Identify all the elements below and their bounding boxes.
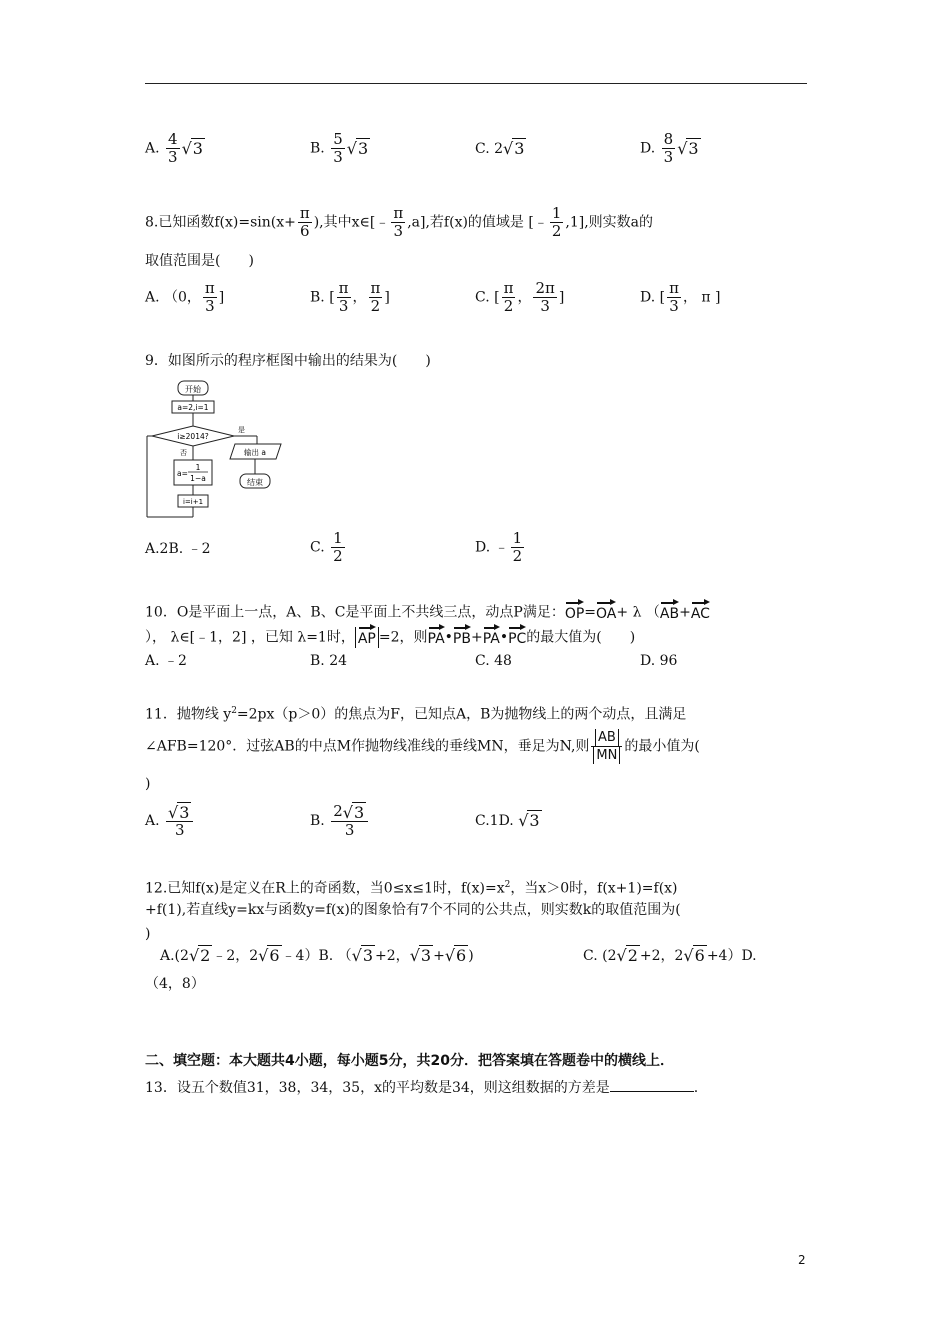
- q8-option-a: A. （0， $\frac{\pi}{3}$ ]: [145, 279, 225, 315]
- q8-option-c: C. [ $\frac{\pi}{2}$ ， $\frac{2\pi}{3}$ ]: [475, 279, 565, 315]
- q11-option-b: B. $\frac{2√3}{3}$: [310, 803, 370, 839]
- section-2-heading: 二、填空题：本大题共4小题，每小题5分，共20分．把答案填在答题卷中的横线上．: [145, 1053, 674, 1069]
- q9-option-c: C. $\frac{1}{2}$: [310, 529, 343, 565]
- flow-assign-num: 1: [195, 463, 201, 472]
- q7-option-b: B. $\frac{5}{3}$ √3: [310, 130, 369, 166]
- q8-option-b: B. [ $\frac{\pi}{3}$ ， $\frac{\pi}{2}$ ]: [310, 279, 390, 315]
- q12-stem-line3: ): [145, 926, 151, 942]
- q10-option-d: D. 96: [640, 653, 678, 669]
- q11-option-cd: C.1D. √3: [475, 811, 540, 830]
- q10-option-b: B. 24: [310, 653, 348, 669]
- q10-option-a: A. ﹣2: [145, 653, 187, 669]
- q13-stem: 13．设五个数值31，38，34，35，x的平均数是34，则这组数据的方差是 .: [145, 1077, 698, 1097]
- q10-stem: 10．O是平面上一点，A、B、C是平面上不共线三点，动点P满足：OP=OA+ λ （AB+AC: [145, 602, 710, 623]
- flow-increment-label: i=i+1: [182, 498, 204, 506]
- q11-stem: 11．抛物线 $y^2=2px(p>0)$的焦点为F，已知点A，B为抛物线上的两个动点，且满足: [145, 706, 687, 723]
- q12-option-d-value: （4，8）: [145, 976, 205, 992]
- q11-stem-line2: ∠AFB=120°．过弦AB的中点M作抛物线准线的垂线MN，垂足为N,则 $\frac{AB}{MN}$ 的最小值为(: [145, 730, 700, 763]
- flow-assign-lhs: a=: [177, 469, 188, 478]
- q13-answer-blank[interactable]: [610, 1077, 694, 1092]
- flow-output-label: 输出 a: [244, 448, 266, 457]
- q11-stem-line3: ): [145, 776, 151, 792]
- flow-end-label: 结束: [247, 478, 263, 487]
- flow-init-label: a=2,i=1: [177, 403, 209, 412]
- flow-start-label: 开始: [185, 385, 201, 394]
- page-number: 2: [798, 1253, 806, 1267]
- flow-yes-label: 是: [238, 426, 245, 434]
- q11-option-a: A. $\frac{√3}{3}$: [145, 803, 195, 839]
- q8-stem: 8.已知函数f(x)=sin(x+ $\frac{\pi}{6}$ ),其中x∈[﹣ $\frac{\pi}{3}$ ,a],若f(x)的值域是 [﹣ $\frac{1}{2}$ ,1],则实数a的: [145, 204, 654, 240]
- q9-option-d: D. ﹣ $\frac{1}{2}$: [475, 529, 523, 565]
- header-rule: [145, 83, 807, 84]
- flow-no-label: 否: [180, 449, 187, 457]
- q7-option-c: C. 2√3: [475, 139, 525, 158]
- q12-option-cd: C. (2√2 +2，2√6 +4）D.: [583, 946, 757, 965]
- q7-option-d: D. $\frac{8}{3}$ √3: [640, 130, 699, 166]
- q12-stem: 12.已知f(x)是定义在R上的奇函数，当0≤x≤1时，$f(x)=x^2$，当x＞0时，f(x+1)=f(x): [145, 880, 678, 897]
- q12-stem-line2: +f(1),若直线y=kx与函数y=f(x)的图象恰有7个不同的公共点，则实数k的取值范围为(: [145, 902, 681, 918]
- flow-decision-label: i≥2014?: [177, 432, 209, 441]
- q7-option-a: A. $\frac{4}{3}$ √3: [145, 130, 203, 166]
- q12-option-ab: A.(2√2 ﹣2，2√6 ﹣4）B. （√3 +2，√3 +√6 ): [160, 946, 474, 965]
- q10-option-c: C. 48: [475, 653, 512, 669]
- flow-assign-den: 1−a: [190, 474, 206, 483]
- q9-stem: 9．如图所示的程序框图中输出的结果为( ): [145, 353, 431, 369]
- q9-option-ab: A.2B. ﹣2: [145, 541, 211, 557]
- q10-stem-line2: ）， λ∈[﹣1，2] ，已知 λ=1时， AP =2，则PA•PB+PA•PC的最大值为( ): [145, 627, 635, 648]
- q8-stem-line2: 取值范围是( ): [145, 253, 254, 269]
- q9-flowchart: [142, 378, 292, 520]
- q8-option-d: D. [ $\frac{\pi}{3}$ ， π ]: [640, 279, 721, 315]
